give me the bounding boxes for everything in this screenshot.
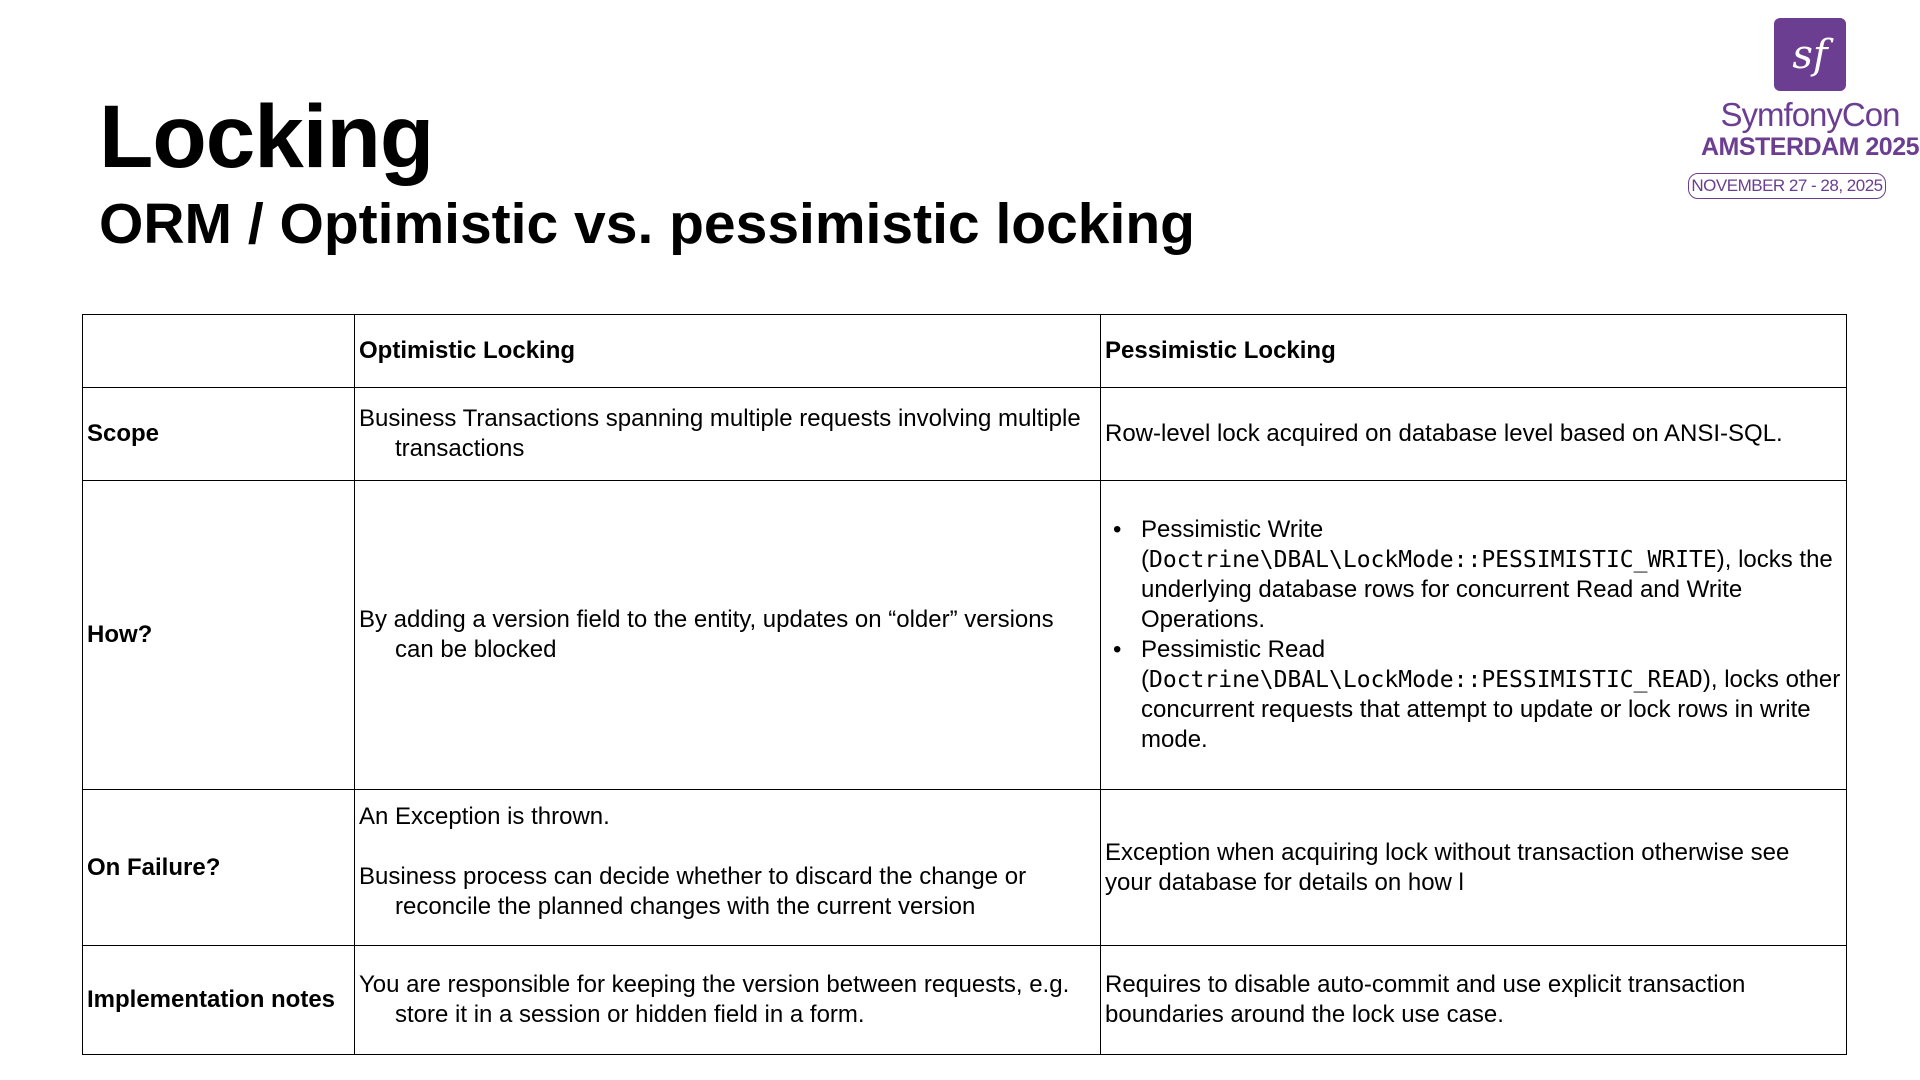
mode-name: Pessimistic Write xyxy=(1141,516,1324,543)
list-item-pessimistic-write xyxy=(1141,515,1842,635)
row-label-scope: Scope xyxy=(83,388,355,481)
row-label-failure: On Failure? xyxy=(83,790,355,946)
symfony-sf-icon xyxy=(1774,18,1846,91)
paragraph-gap xyxy=(359,832,1096,862)
logo-mark-text: sf xyxy=(1792,32,1828,78)
implementation-optimistic-text: You are responsible for keeping the version between requests, e.g. store it in a session or hidden field in a form. xyxy=(359,971,1070,1028)
lockmode-write-code: Doctrine\DBAL\LockMode::PESSIMISTIC_WRITE xyxy=(1149,547,1717,573)
row-label-implementation: Implementation notes xyxy=(83,946,355,1055)
header-empty-cell xyxy=(83,315,355,388)
how-optimistic xyxy=(355,481,1101,790)
symfonycon-logo xyxy=(1691,18,1920,203)
paren-open: ( xyxy=(1141,666,1149,693)
mode-description: ), locks the underlying database rows for concurrent Read and Write Operations. xyxy=(1141,546,1833,633)
logo-dates: NOVEMBER 27 - 28, 2025 xyxy=(1688,173,1886,199)
table-row-implementation xyxy=(83,946,1847,1055)
list-item-pessimistic-read xyxy=(1141,635,1842,755)
paren-open: ( xyxy=(1141,546,1149,573)
failure-optimistic-line1: An Exception is thrown. xyxy=(359,803,610,830)
logo-name: SymfonyCon xyxy=(1720,96,1900,133)
row-label-how: How? xyxy=(83,481,355,790)
logo-city: AMSTERDAM 2025 xyxy=(1700,133,1920,161)
header-pessimistic: Pessimistic Locking xyxy=(1101,315,1847,388)
scope-optimistic xyxy=(355,388,1101,481)
table-header-row xyxy=(83,315,1847,388)
how-pessimistic xyxy=(1101,481,1847,790)
pessimistic-modes-list xyxy=(1105,515,1842,755)
implementation-optimistic xyxy=(355,946,1101,1055)
slide-title: Locking xyxy=(99,86,434,186)
implementation-pessimistic: Requires to disable auto-commit and use explicit transaction boundaries around the lock use case. xyxy=(1101,946,1847,1055)
table-row-scope xyxy=(83,388,1847,481)
table-row-failure xyxy=(83,790,1847,946)
slide-subtitle: ORM / Optimistic vs. pessimistic locking xyxy=(99,192,1195,256)
comparison-table xyxy=(82,314,1847,1055)
failure-optimistic-line2: Business process can decide whether to discard the change or reconcile the planned changes with the current version xyxy=(359,863,1027,920)
failure-optimistic xyxy=(355,790,1101,946)
mode-description: ), locks other concurrent requests that attempt to update or lock rows in write mode. xyxy=(1141,666,1841,753)
lockmode-read-code: Doctrine\DBAL\LockMode::PESSIMISTIC_READ xyxy=(1149,667,1703,693)
failure-pessimistic: Exception when acquiring lock without transaction otherwise see your database for details on how l xyxy=(1101,790,1847,946)
table-row-how xyxy=(83,481,1847,790)
mode-name: Pessimistic Read xyxy=(1141,636,1326,663)
scope-optimistic-text: Business Transactions spanning multiple requests involving multiple transactions xyxy=(359,405,1081,462)
how-optimistic-text: By adding a version field to the entity, updates on “older” versions can be blocked xyxy=(359,606,1054,663)
header-optimistic: Optimistic Locking xyxy=(355,315,1101,388)
scope-pessimistic: Row-level lock acquired on database level based on ANSI-SQL. xyxy=(1101,388,1847,481)
